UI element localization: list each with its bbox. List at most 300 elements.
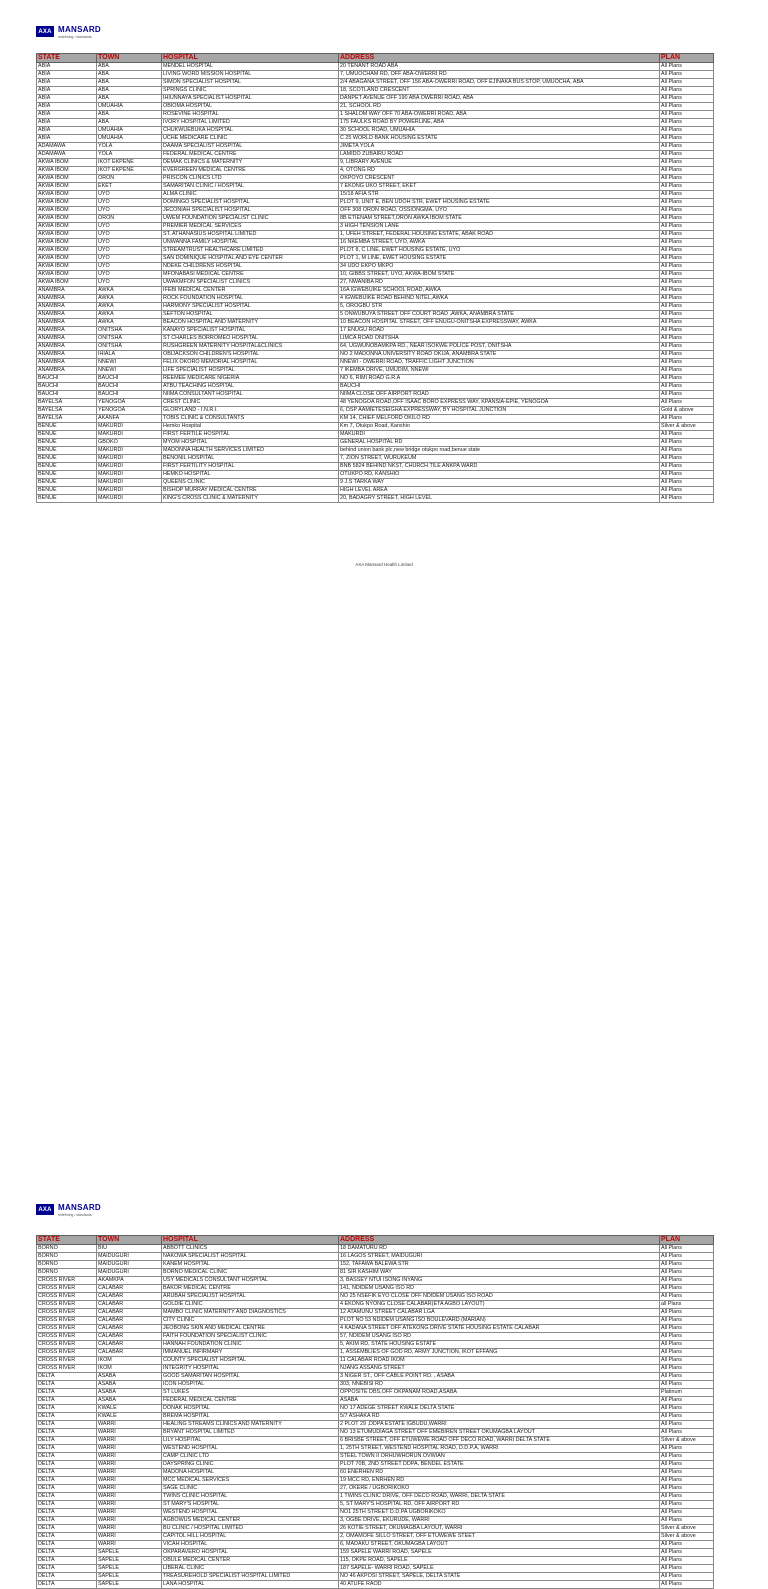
cell-address: 3 HIGH TENSION LANE <box>339 223 660 231</box>
cell-hospital: CAMP CLINIC LTD <box>162 1453 339 1461</box>
table-row <box>37 327 714 335</box>
cell-town: ONITSHA <box>97 343 162 351</box>
cell-state: CROSS RIVER <box>37 1357 97 1365</box>
cell-address: 9 J.S TARKA WAY <box>339 479 660 487</box>
cell-state: DELTA <box>37 1381 97 1389</box>
cell-hospital: MFONABASI MEDICAL CENTRE <box>162 271 339 279</box>
cell-town: CALABAR <box>97 1349 162 1357</box>
cell-address: 1 TWINS CLINIC DRIVE, OFF DECO ROAD, WARRI, DELTA STATE <box>339 1493 660 1501</box>
table-row <box>37 95 714 103</box>
cell-town: WARRI <box>97 1437 162 1445</box>
cell-address: PLOT 8, C LINE, EWET HOUSING ESTATE, UYO <box>339 247 660 255</box>
cell-town: NNEWI <box>97 359 162 367</box>
cell-state: DELTA <box>37 1549 97 1557</box>
cell-address: 15/18 AFIA STR <box>339 191 660 199</box>
cell-hospital: COUNTY SPECIALIST HOSPITAL <box>162 1357 339 1365</box>
table-row <box>37 1341 714 1349</box>
cell-state: DELTA <box>37 1573 97 1581</box>
table-row <box>37 1301 714 1309</box>
cell-hospital: NAKOWA SPECIALIST HOSPITAL <box>162 1253 339 1261</box>
cell-address: 7, ZION STREET, WURUKEUM <box>339 455 660 463</box>
cell-hospital: UCHE MEDICARE CLINIC <box>162 135 339 143</box>
cell-plan: All Plans <box>660 1413 714 1421</box>
cell-state: CROSS RIVER <box>37 1317 97 1325</box>
cell-state: BENUE <box>37 495 97 503</box>
table-row <box>37 1469 714 1477</box>
cell-plan: All Plans <box>660 495 714 503</box>
cell-address: 11 CALABAR ROAD IKOM <box>339 1357 660 1365</box>
brand-tagline: redefining / standards <box>58 1213 92 1217</box>
cell-address: OKPOYO CRESCENT <box>339 175 660 183</box>
cell-state: DELTA <box>37 1429 97 1437</box>
cell-plan: All Plans <box>660 143 714 151</box>
table-row <box>37 111 714 119</box>
cell-address: 7, UMUOCHAM RD, OFF ABA-OWERRI RD <box>339 71 660 79</box>
cell-state: BAUCHI <box>37 391 97 399</box>
cell-address: 27, OKERE / UGBORIKOKO <box>339 1485 660 1493</box>
cell-state: DELTA <box>37 1397 97 1405</box>
cell-town: ABA <box>97 111 162 119</box>
cell-hospital: ROCK FOUNDATION HOSPITAL <box>162 295 339 303</box>
cell-address: OPPOSITE DBS,OFF OKPANAM ROAD,ASABA <box>339 1389 660 1397</box>
table-row <box>37 319 714 327</box>
cell-address: 21, SCHOOL RD <box>339 103 660 111</box>
cell-address: 10 BEACON HOSPITAL STREET, OFF ENUGU-ONITSHA EXPRESSWAY, AWKA <box>339 319 660 327</box>
cell-hospital: VICAH HOSPITAL <box>162 1541 339 1549</box>
cell-hospital: SAN DOMINIQUE HOSPITAL AND EYE CENTER <box>162 255 339 263</box>
table-row <box>37 271 714 279</box>
cell-plan: All Plans <box>660 455 714 463</box>
cell-address: 115, OKPE ROAD, SAPELE <box>339 1557 660 1565</box>
cell-town: KWALE <box>97 1413 162 1421</box>
cell-state: BAUCHI <box>37 383 97 391</box>
cell-plan: All Plans <box>660 1365 714 1373</box>
cell-hospital: ARUBAH SPECIALIST HOSPITAL <box>162 1293 339 1301</box>
cell-town: SAPELE <box>97 1549 162 1557</box>
table-row <box>37 1325 714 1333</box>
cell-plan: All Plans <box>660 175 714 183</box>
table-row <box>37 207 714 215</box>
cell-address: 6, DSP AAMIETESEIGHA EXPRESSWAY, BY HOSPITAL JUNCTION <box>339 407 660 415</box>
cell-town: AWKA <box>97 311 162 319</box>
cell-town: AWKA <box>97 319 162 327</box>
cell-town: UYO <box>97 271 162 279</box>
axa-mansard-logo <box>36 26 101 40</box>
cell-address: 8B ETIENAM STREET,ORON AWKA IBOM STATE <box>339 215 660 223</box>
cell-state: BORNO <box>37 1253 97 1261</box>
cell-hospital: HEMKO HOSPITAL <box>162 471 339 479</box>
table-row <box>37 471 714 479</box>
cell-state: ABIA <box>37 111 97 119</box>
cell-plan: All Plans <box>660 447 714 455</box>
cell-hospital: ATBU TEACHING HOSPITAL <box>162 383 339 391</box>
page-footer: AXA Mansard Health Limited <box>355 562 413 567</box>
cell-state: DELTA <box>37 1421 97 1429</box>
cell-address: 159 SAPELE WARRI ROAD, SAPELE <box>339 1549 660 1557</box>
cell-address: NO 2 MADONNA UNIVERSITY ROAD OKIJA, ANAMBRA STATE <box>339 351 660 359</box>
cell-town: YENOGOA <box>97 399 162 407</box>
cell-plan: All Plans <box>660 1293 714 1301</box>
cell-hospital: HANNAH FOUNDATION CLINIC <box>162 1341 339 1349</box>
cell-plan: All Plans <box>660 1493 714 1501</box>
table-row <box>37 1277 714 1285</box>
cell-state: DELTA <box>37 1541 97 1549</box>
cell-address: 5 ONWUBUYA STREET OFF COURT ROAD ,AWKA, ANAMBRA STATE <box>339 311 660 319</box>
cell-hospital: OBULE MEDICAL CENTER <box>162 1557 339 1565</box>
cell-hospital: INTEGRITY HOSPITAL <box>162 1365 339 1373</box>
cell-state: ADAMAWA <box>37 151 97 159</box>
cell-hospital: DONAK HOSPITAL <box>162 1405 339 1413</box>
table-row <box>37 407 714 415</box>
cell-state: ABIA <box>37 87 97 95</box>
cell-hospital: ST LUKES <box>162 1389 339 1397</box>
cell-plan: All Plans <box>660 71 714 79</box>
document-page-1 <box>0 0 768 590</box>
cell-hospital: FIRST FERTILITY HOSPITAL <box>162 463 339 471</box>
cell-address: 6 BRISBE STREET, OFF ETUWEWE ROAD OFF DECO ROAD, WARRI DELTA STATE <box>339 1437 660 1445</box>
cell-town: CALABAR <box>97 1301 162 1309</box>
cell-plan: All Plans <box>660 1445 714 1453</box>
table-row <box>37 415 714 423</box>
cell-state: ABIA <box>37 95 97 103</box>
cell-address: 48 YENOGOA ROAD,OFF ISAAC BORO EXPRESS WAY, KPANSIA-EPIE, YENOGOA <box>339 399 660 407</box>
cell-town: CALABAR <box>97 1317 162 1325</box>
cell-town: GBOKO <box>97 439 162 447</box>
table-row <box>37 1581 714 1589</box>
cell-state: ABIA <box>37 135 97 143</box>
cell-state: ANAMBRA <box>37 351 97 359</box>
cell-plan: All Plans <box>660 351 714 359</box>
cell-plan: All Plans <box>660 1341 714 1349</box>
cell-state: DELTA <box>37 1389 97 1397</box>
cell-state: AKWA IBOM <box>37 167 97 175</box>
cell-town: UYO <box>97 239 162 247</box>
cell-state: AKWA IBOM <box>37 223 97 231</box>
cell-town: AWKA <box>97 295 162 303</box>
cell-address: LAMIDO ZUBAIRU ROAD <box>339 151 660 159</box>
table-row <box>37 1445 714 1453</box>
cell-address: 3, OGBE DRIVE, EKURUDE, WARRI <box>339 1517 660 1525</box>
cell-state: CROSS RIVER <box>37 1293 97 1301</box>
axa-logo-icon: AXA <box>36 26 54 37</box>
cell-hospital: UWEM FOUNDATION SPECIALIST CLINIC <box>162 215 339 223</box>
cell-hospital: IVORY HOSPITAL LIMITED <box>162 119 339 127</box>
cell-state: BAYELSA <box>37 399 97 407</box>
cell-town: WARRI <box>97 1493 162 1501</box>
col-header-town: TOWN <box>97 54 162 63</box>
cell-address: 40 ATUFE RAOD <box>339 1581 660 1589</box>
cell-town: MAKURDI <box>97 455 162 463</box>
cell-town: MAIDUGURI <box>97 1269 162 1277</box>
hospital-table <box>36 1235 714 1589</box>
cell-plan: All Plans <box>660 103 714 111</box>
cell-hospital: LIVING WORD MISSION HOSPITAL <box>162 71 339 79</box>
cell-plan: All Plans <box>660 1245 714 1253</box>
table-row <box>37 383 714 391</box>
cell-plan: All Plans <box>660 223 714 231</box>
table-row <box>37 1349 714 1357</box>
cell-town: UMUAHIA <box>97 127 162 135</box>
cell-state: BENUE <box>37 471 97 479</box>
cell-town: WARRI <box>97 1509 162 1517</box>
cell-state: ANAMBRA <box>37 295 97 303</box>
table-row <box>37 343 714 351</box>
table-row <box>37 1429 714 1437</box>
table-row <box>37 1389 714 1397</box>
cell-hospital: RUSHGREEN MATERNITY HOSPITAL&CLINICS <box>162 343 339 351</box>
cell-plan: All Plans <box>660 1261 714 1269</box>
cell-town: ORON <box>97 215 162 223</box>
cell-plan: All Plans <box>660 151 714 159</box>
table-row <box>37 351 714 359</box>
cell-hospital: PREMIER MEDICAL SERVICES <box>162 223 339 231</box>
cell-hospital: GLORYLAND - I.N.R.I. <box>162 407 339 415</box>
table-row <box>37 1493 714 1501</box>
cell-address: MAKURDI <box>339 431 660 439</box>
axa-logo-icon: AXA <box>36 1204 54 1215</box>
cell-plan: Silver & above <box>660 1437 714 1445</box>
cell-state: BORNO <box>37 1245 97 1253</box>
table-row <box>37 1573 714 1581</box>
cell-address: 1, 25TH STREET, WESTEND HOSPITAL ROAD, D.D.P.A, WARRI <box>339 1445 660 1453</box>
table-row <box>37 1357 714 1365</box>
cell-plan: All Plans <box>660 1485 714 1493</box>
cell-plan: All Plans <box>660 215 714 223</box>
cell-address: NO 25 NSEFIK EYO CLOSE OFF NDIDEM USANG ISO ROAD <box>339 1293 660 1301</box>
cell-town: EKET <box>97 183 162 191</box>
cell-address: 3 NIGER ST., OFF CABLE POINT RD. , ASABA <box>339 1373 660 1381</box>
cell-town: WARRI <box>97 1477 162 1485</box>
cell-town: WARRI <box>97 1461 162 1469</box>
cell-plan: All Plans <box>660 79 714 87</box>
cell-hospital: FEDERAL MEDICAL CENTRE <box>162 151 339 159</box>
cell-town: UYO <box>97 207 162 215</box>
cell-state: AKWA IBOM <box>37 231 97 239</box>
cell-state: DELTA <box>37 1557 97 1565</box>
cell-state: ANAMBRA <box>37 319 97 327</box>
cell-town: UYO <box>97 279 162 287</box>
cell-town: WARRI <box>97 1453 162 1461</box>
cell-address: NO1 25TH STREET D.D.PA UGBORIKOKO <box>339 1509 660 1517</box>
cell-hospital: PRISCON CLINICS LTD <box>162 175 339 183</box>
cell-state: ANAMBRA <box>37 335 97 343</box>
cell-hospital: KANEM HOSPITAL <box>162 1261 339 1269</box>
cell-town: IHIALA <box>97 351 162 359</box>
table-row <box>37 1373 714 1381</box>
cell-plan: All Plans <box>660 327 714 335</box>
table-row <box>37 455 714 463</box>
cell-plan: All Plans <box>660 239 714 247</box>
table-row <box>37 311 714 319</box>
table-row <box>37 1397 714 1405</box>
cell-address: 303, NNEBISI RD <box>339 1381 660 1389</box>
cell-plan: All Plans <box>660 431 714 439</box>
cell-plan: All Plans <box>660 311 714 319</box>
col-header-address: ADDRESS <box>339 54 660 63</box>
cell-plan: All Plans <box>660 135 714 143</box>
cell-plan: All Plans <box>660 183 714 191</box>
cell-state: CROSS RIVER <box>37 1277 97 1285</box>
table-row <box>37 1557 714 1565</box>
cell-hospital: BREMA HOSPITAL <box>162 1413 339 1421</box>
cell-hospital: MYOM HOSPITAL <box>162 439 339 447</box>
cell-plan: All Plans <box>660 1509 714 1517</box>
cell-address: 30 SCHOOL ROAD, UMUAHIA <box>339 127 660 135</box>
cell-town: WARRI <box>97 1429 162 1437</box>
cell-plan: All Plans <box>660 383 714 391</box>
cell-state: ABIA <box>37 119 97 127</box>
cell-town: CALABAR <box>97 1293 162 1301</box>
cell-state: DELTA <box>37 1525 97 1533</box>
cell-town: WARRI <box>97 1485 162 1493</box>
table-row <box>37 431 714 439</box>
cell-plan: Platinum <box>660 1389 714 1397</box>
cell-hospital: BU CLINIC / HOSPITAL LIMITED <box>162 1525 339 1533</box>
cell-town: WARRI <box>97 1517 162 1525</box>
table-row <box>37 1245 714 1253</box>
cell-plan: All Plans <box>660 287 714 295</box>
table-row <box>37 143 714 151</box>
cell-plan: All Plans <box>660 87 714 95</box>
cell-hospital: NDEKE CHILDRENS HOSPITAL <box>162 263 339 271</box>
cell-address: 2/4 ABAGANA STREET, OFF 156 ABA-OWERRI ROAD, OFF EJINAKA BUS STOP, UMUOCHA, ABA <box>339 79 660 87</box>
cell-hospital: ABBOTT CLINICS <box>162 1245 339 1253</box>
cell-state: ADAMAWA <box>37 143 97 151</box>
cell-address: 4, OTONG RD <box>339 167 660 175</box>
cell-address: 12 ATAMUNU STREET CALABAR LGA <box>339 1309 660 1317</box>
cell-plan: All Plans <box>660 1349 714 1357</box>
cell-hospital: CREST CLINIC <box>162 399 339 407</box>
cell-town: WARRI <box>97 1525 162 1533</box>
cell-plan: All Plans <box>660 1501 714 1509</box>
table-row <box>37 423 714 431</box>
cell-state: ANAMBRA <box>37 367 97 375</box>
cell-address: NIIMA CLOSE OFF AIRPORT ROAD <box>339 391 660 399</box>
table-row <box>37 367 714 375</box>
cell-plan: All Plans <box>660 1253 714 1261</box>
cell-hospital: BEACON HOSPITAL AND MATERNITY <box>162 319 339 327</box>
cell-hospital: CITY CLINIC <box>162 1317 339 1325</box>
cell-address: 5, OROGBU STR <box>339 303 660 311</box>
cell-hospital: BORNO MEDICAL CLINIC <box>162 1269 339 1277</box>
table-row <box>37 1293 714 1301</box>
cell-town: IKOM <box>97 1357 162 1365</box>
cell-state: CROSS RIVER <box>37 1365 97 1373</box>
table-row <box>37 239 714 247</box>
cell-town: MAIDUGURI <box>97 1253 162 1261</box>
cell-town: YOLA <box>97 143 162 151</box>
cell-address: NO 6, RIMI ROAD G.R.A <box>339 375 660 383</box>
cell-hospital: DOMINGO SPECIALIST HOSPITAL <box>162 199 339 207</box>
cell-town: BAUCHI <box>97 391 162 399</box>
brand-name: MANSARD <box>58 1203 101 1212</box>
cell-state: AKWA IBOM <box>37 255 97 263</box>
cell-hospital: REEMEE MEDICARE NIGERIA <box>162 375 339 383</box>
table-row <box>37 1541 714 1549</box>
table-row <box>37 287 714 295</box>
cell-plan: All Plans <box>660 1469 714 1477</box>
cell-address: Km 7, Otukpo Road, Kanshio <box>339 423 660 431</box>
table-row <box>37 71 714 79</box>
cell-plan: All Plans <box>660 255 714 263</box>
cell-town: BIU <box>97 1245 162 1253</box>
cell-state: DELTA <box>37 1517 97 1525</box>
cell-town: AKANFA <box>97 415 162 423</box>
cell-town: WARRI <box>97 1501 162 1509</box>
cell-state: DELTA <box>37 1437 97 1445</box>
cell-address: 60 ENERHEN RD <box>339 1469 660 1477</box>
hospital-table <box>36 53 714 503</box>
cell-hospital: MADONA HOSPITAL <box>162 1469 339 1477</box>
table-row <box>37 1485 714 1493</box>
table-row <box>37 1549 714 1557</box>
cell-address: 1, ASSEMBLIES OF GOD RD, ARMY JUNCTION, IKOT EFFANG <box>339 1349 660 1357</box>
cell-address: PLOT NO 53 NDIDEM USANG ISO BOULEVARD (MARIAN) <box>339 1317 660 1325</box>
cell-address: PLOT 70B, 2ND STREET DDPA, BENDEL ESTATE <box>339 1461 660 1469</box>
table-row <box>37 183 714 191</box>
cell-plan: All Plans <box>660 1269 714 1277</box>
cell-hospital: WESTEND HOSPITAL <box>162 1445 339 1453</box>
col-header-hospital: HOSPITAL <box>162 1236 339 1245</box>
cell-address: 141, NDIDEM USANG ISO RD <box>339 1285 660 1293</box>
cell-town: MAKURDI <box>97 495 162 503</box>
cell-state: AKWA IBOM <box>37 271 97 279</box>
cell-state: ABIA <box>37 103 97 111</box>
cell-town: UMUAHIA <box>97 103 162 111</box>
cell-town: KWALE <box>97 1405 162 1413</box>
cell-hospital: LILY HOSPITAL <box>162 1437 339 1445</box>
cell-hospital: MAMBO CLINIC MATERNITY AND DIAGNOSTICS <box>162 1309 339 1317</box>
cell-town: UMUAHIA <box>97 135 162 143</box>
cell-state: BAYELSA <box>37 407 97 415</box>
cell-hospital: SIMON SPECIALIST HOSPITAL <box>162 79 339 87</box>
cell-state: ANAMBRA <box>37 359 97 367</box>
cell-address: BAUCHI <box>339 383 660 391</box>
cell-plan: All Plans <box>660 1453 714 1461</box>
cell-hospital: ROSEVINE HOSPITAL <box>162 111 339 119</box>
cell-hospital: JECONIAH SPECIALIST HOSPITAL <box>162 207 339 215</box>
cell-plan: All Plans <box>660 343 714 351</box>
cell-plan: All Plans <box>660 1421 714 1429</box>
cell-town: AWKA <box>97 287 162 295</box>
cell-town: AWKA <box>97 303 162 311</box>
cell-hospital: DAAMA SPECIALIST HOSPITAL <box>162 143 339 151</box>
cell-plan: All Plans <box>660 1373 714 1381</box>
cell-address: 19 MCC RD, ENRHEN RD <box>339 1477 660 1485</box>
cell-address: JIMETA YOLA <box>339 143 660 151</box>
cell-town: AKAMKPA <box>97 1277 162 1285</box>
cell-town: MAKURDI <box>97 479 162 487</box>
table-row <box>37 103 714 111</box>
cell-address: 1 SHALOM WAY OFF 70 ABA-OWERRI ROAD, ABA <box>339 111 660 119</box>
cell-hospital: DAYSPRING CLINIC <box>162 1461 339 1469</box>
cell-hospital: EVERGREEN MEDICAL CENTRE <box>162 167 339 175</box>
table-row <box>37 1253 714 1261</box>
cell-plan: All Plans <box>660 207 714 215</box>
cell-plan: Gold & above <box>660 407 714 415</box>
col-header-state: STATE <box>37 1236 97 1245</box>
cell-plan: All Plans <box>660 367 714 375</box>
table-row <box>37 63 714 71</box>
cell-town: WARRI <box>97 1445 162 1453</box>
cell-plan: All Plans <box>660 1581 714 1589</box>
cell-town: SAPELE <box>97 1581 162 1589</box>
cell-address: KM 14, CHIEF MELFORD OKILO RD <box>339 415 660 423</box>
cell-town: MAKURDI <box>97 463 162 471</box>
cell-plan: All Plans <box>660 119 714 127</box>
cell-hospital: SAMARITAN CLINIC / HOSPITAL <box>162 183 339 191</box>
cell-address: NJANG ASSANG STREET <box>339 1365 660 1373</box>
